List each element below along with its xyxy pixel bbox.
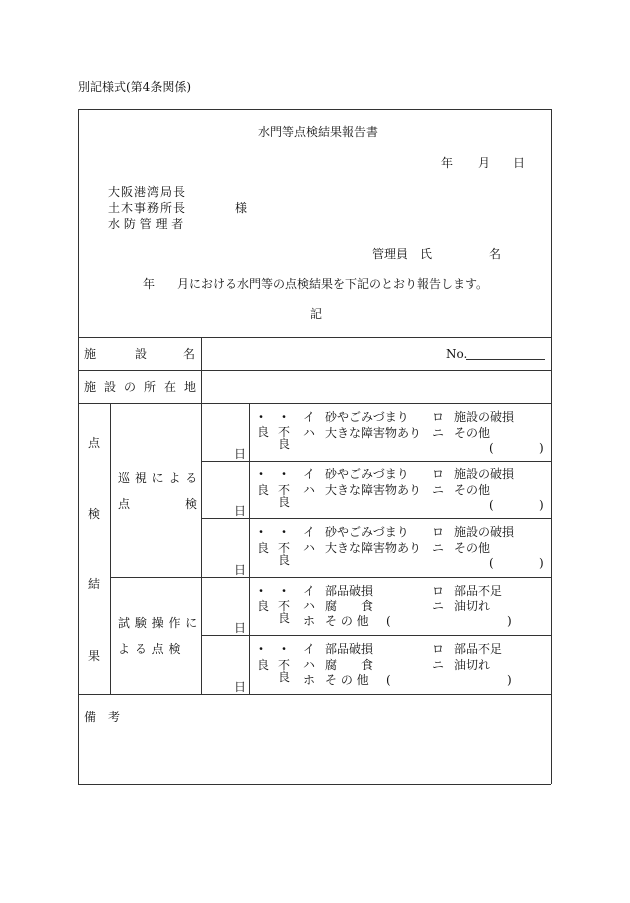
patrol-label-line2-b: 検 [185, 497, 198, 511]
no-label: No. [446, 347, 468, 361]
date-day: 日 [513, 156, 526, 170]
manager-mei: 名 [489, 247, 502, 261]
addressee-civil-office: 土木事務所長 [108, 201, 187, 215]
addressee-honorific: 様 [235, 201, 248, 215]
remarks-label: 備 考 [84, 710, 121, 724]
manager-shi: 氏 [420, 247, 433, 261]
trial-label-line1: 試 験 操 作 に [118, 616, 198, 630]
patrol-label-line1: 巡 視 に よ る [118, 471, 198, 485]
no-underline [466, 359, 545, 360]
addressee-port-bureau: 大阪港湾局長 [108, 185, 187, 199]
trial-label-line2: よ る 点 検 [118, 642, 181, 656]
form-label: 別記様式(第4条関係) [78, 80, 191, 94]
ki-label: 記 [310, 307, 323, 321]
addressee-flood-manager: 水 防 管 理 者 [108, 217, 184, 231]
manager-label: 管理員 [372, 247, 409, 261]
statement-year: 年 [143, 277, 156, 291]
patrol-label-line2-a: 点 [118, 497, 131, 511]
document-title: 水門等点検結果報告書 [258, 125, 379, 139]
date-month: 月 [478, 156, 491, 170]
statement-text: 月における水門等の点検結果を下記のとおり報告します。 [177, 277, 489, 291]
date-year: 年 [441, 156, 454, 170]
